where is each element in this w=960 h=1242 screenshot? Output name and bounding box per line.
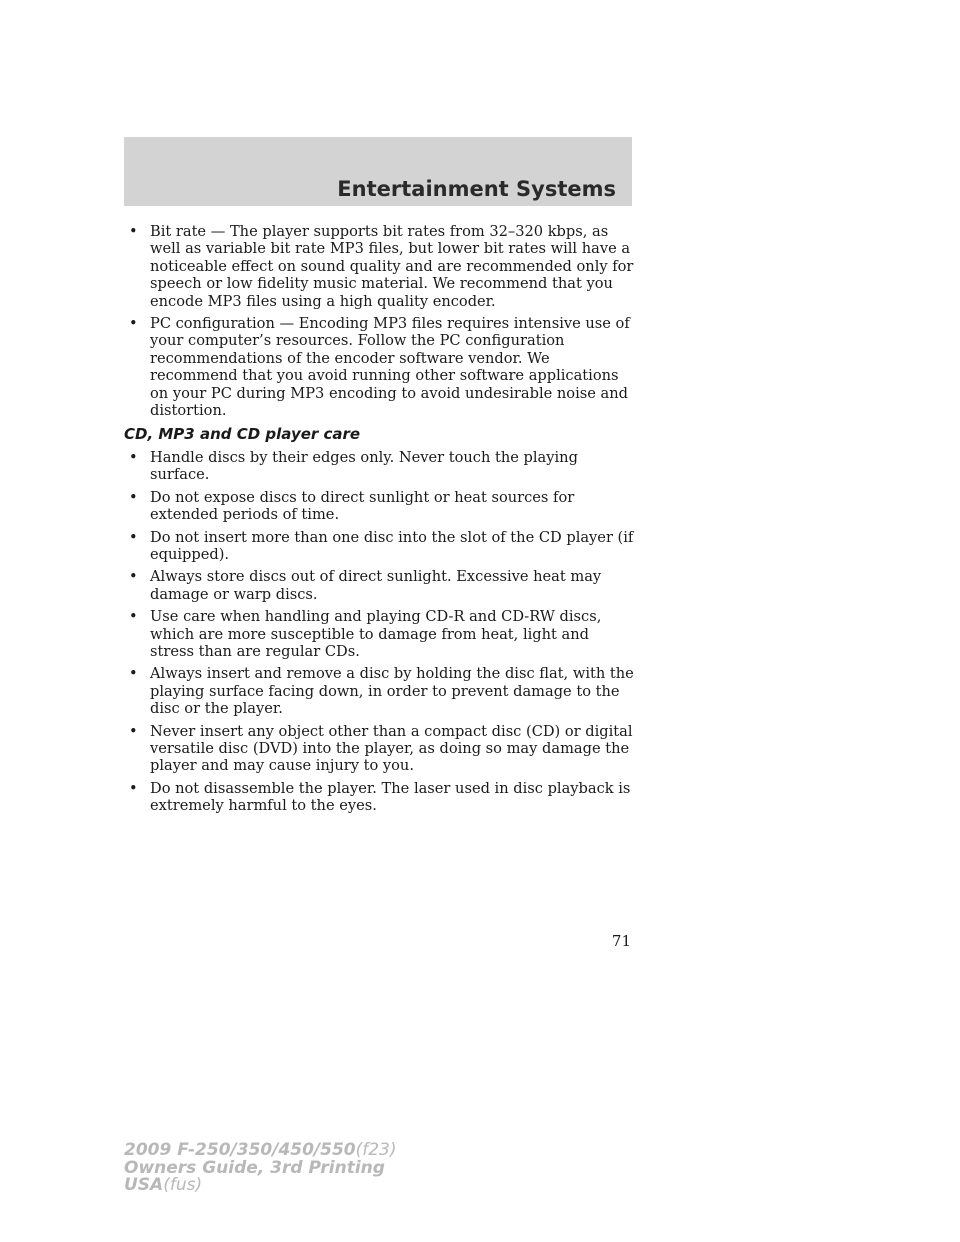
list-item xyxy=(124,665,636,717)
footer-model-code: (f23) xyxy=(355,1140,397,1160)
bullet-icon: • xyxy=(129,528,138,546)
section-header-band xyxy=(124,137,632,206)
list-item-text: Always store discs out of direct sunlight. Excessive heat may damage or warp discs. xyxy=(150,568,602,603)
bullet-icon: • xyxy=(129,608,138,626)
list-item-text: Do not expose discs to direct sunlight or heat sources for extended periods of time. xyxy=(150,488,575,524)
bullet-icon: • xyxy=(129,779,138,797)
list-item-text: PC configuration — Encoding MP3 files requires intensive use of your computer’s resources. Follow the PC configuration recommendations of the encoder software vendor. We recommend that you avoid running other software applications on your PC during MP3 encoding to avoid undesirable noise and distortion. xyxy=(150,315,630,420)
list-item-text: Do not insert more than one disc into the slot of the CD player (if equipped). xyxy=(150,528,634,563)
bullet-icon: • xyxy=(129,665,138,683)
bullet-icon: • xyxy=(129,722,138,740)
list-item-text: Never insert any object other than a compact disc (CD) or digital versatile disc (DVD) into the player, as doing so may damage the player and may cause injury to you. xyxy=(150,722,633,775)
list-item xyxy=(124,449,636,484)
list-item-text: Do not disassemble the player. The laser used in disc playback is extremely harmful to the eyes. xyxy=(150,779,631,815)
mp3-bullet-list xyxy=(124,223,636,419)
list-item xyxy=(124,489,636,524)
document-footer xyxy=(124,1142,397,1195)
footer-line-model xyxy=(124,1142,397,1160)
footer-market-code: (fus) xyxy=(163,1175,203,1195)
list-item xyxy=(124,529,636,564)
footer-line-edition: Owners Guide, 3rd Printing xyxy=(124,1157,385,1178)
page-content xyxy=(124,223,636,820)
footer-line-market xyxy=(124,1177,397,1195)
bullet-icon: • xyxy=(129,223,138,240)
section-heading: CD, MP3 and CD player care xyxy=(124,425,361,444)
list-item-text: Bit rate — The player supports bit rates from 32–320 kbps, as well as variable bit rate MP3 files, but lower bit rates will have a noticeable effect on sound quality and are recommended only for speech or low fidelity music material. We recommend that you encode MP3 files using a high quality encoder. xyxy=(150,223,634,310)
list-item xyxy=(124,780,636,815)
list-item xyxy=(124,723,636,775)
list-item-text: Always insert and remove a disc by holding the disc flat, with the playing surface facing down, in order to prevent damage to the disc or the player. xyxy=(150,665,634,718)
list-item xyxy=(124,315,636,419)
page-number: 71 xyxy=(611,932,631,950)
bullet-icon: • xyxy=(129,488,138,506)
footer-model: 2009 F-250/350/450/550 xyxy=(124,1140,356,1160)
bullet-icon: • xyxy=(129,568,138,586)
bullet-icon: • xyxy=(129,448,138,466)
bullet-icon: • xyxy=(129,315,138,333)
list-item-text: Handle discs by their edges only. Never touch the playing surface. xyxy=(150,448,578,484)
list-item xyxy=(124,223,636,310)
list-item xyxy=(124,608,636,660)
care-bullet-list xyxy=(124,449,636,815)
section-title: Entertainment Systems xyxy=(337,177,616,201)
footer-market: USA xyxy=(124,1175,164,1195)
list-item xyxy=(124,568,636,603)
list-item-text: Use care when handling and playing CD-R and CD-RW discs, which are more susceptible to damage from heat, light and stress than are regular CDs. xyxy=(150,608,602,660)
